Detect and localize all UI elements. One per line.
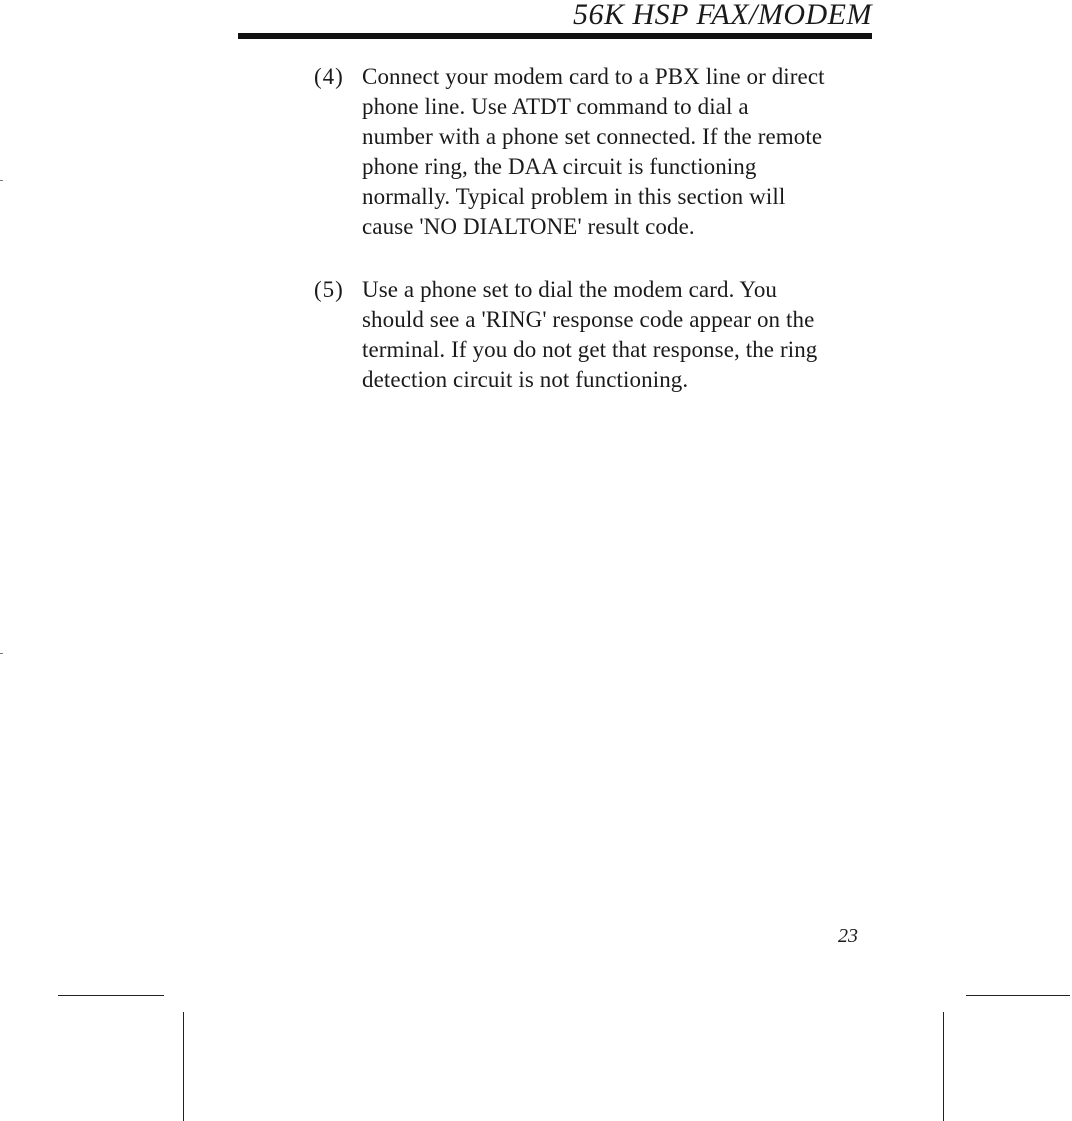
crop-mark-bottom-right: [966, 995, 1070, 996]
header-rule: [238, 33, 872, 39]
step-text: Use a phone set to dial the modem card. You should see a 'RING' response code appear on the terminal. If you do not get that response, the ring detection circuit is not functioning.: [362, 277, 818, 392]
running-header-title: 56K HSP FAX/MODEM: [572, 0, 872, 31]
crop-mark-right-vertical: [943, 1012, 944, 1121]
step-number: (4): [314, 64, 344, 89]
crop-mark-left-vertical: [183, 1012, 184, 1121]
step-4: [314, 62, 894, 242]
page-number: 23: [838, 925, 858, 947]
crop-mark-bottom-left: [58, 995, 164, 996]
margin-speck: [0, 180, 3, 181]
step-5: [314, 275, 894, 395]
margin-speck: [0, 653, 3, 654]
troubleshooting-steps: [314, 62, 894, 428]
step-text: Connect your modem card to a PBX line or direct phone line. Use ATDT command to dial a number with a phone set connected. If the remote phone ring, the DAA circuit is functioning normally. Typical problem in this section will cause 'NO DIALTONE' result code.: [362, 64, 825, 239]
step-number: (5): [314, 277, 344, 302]
